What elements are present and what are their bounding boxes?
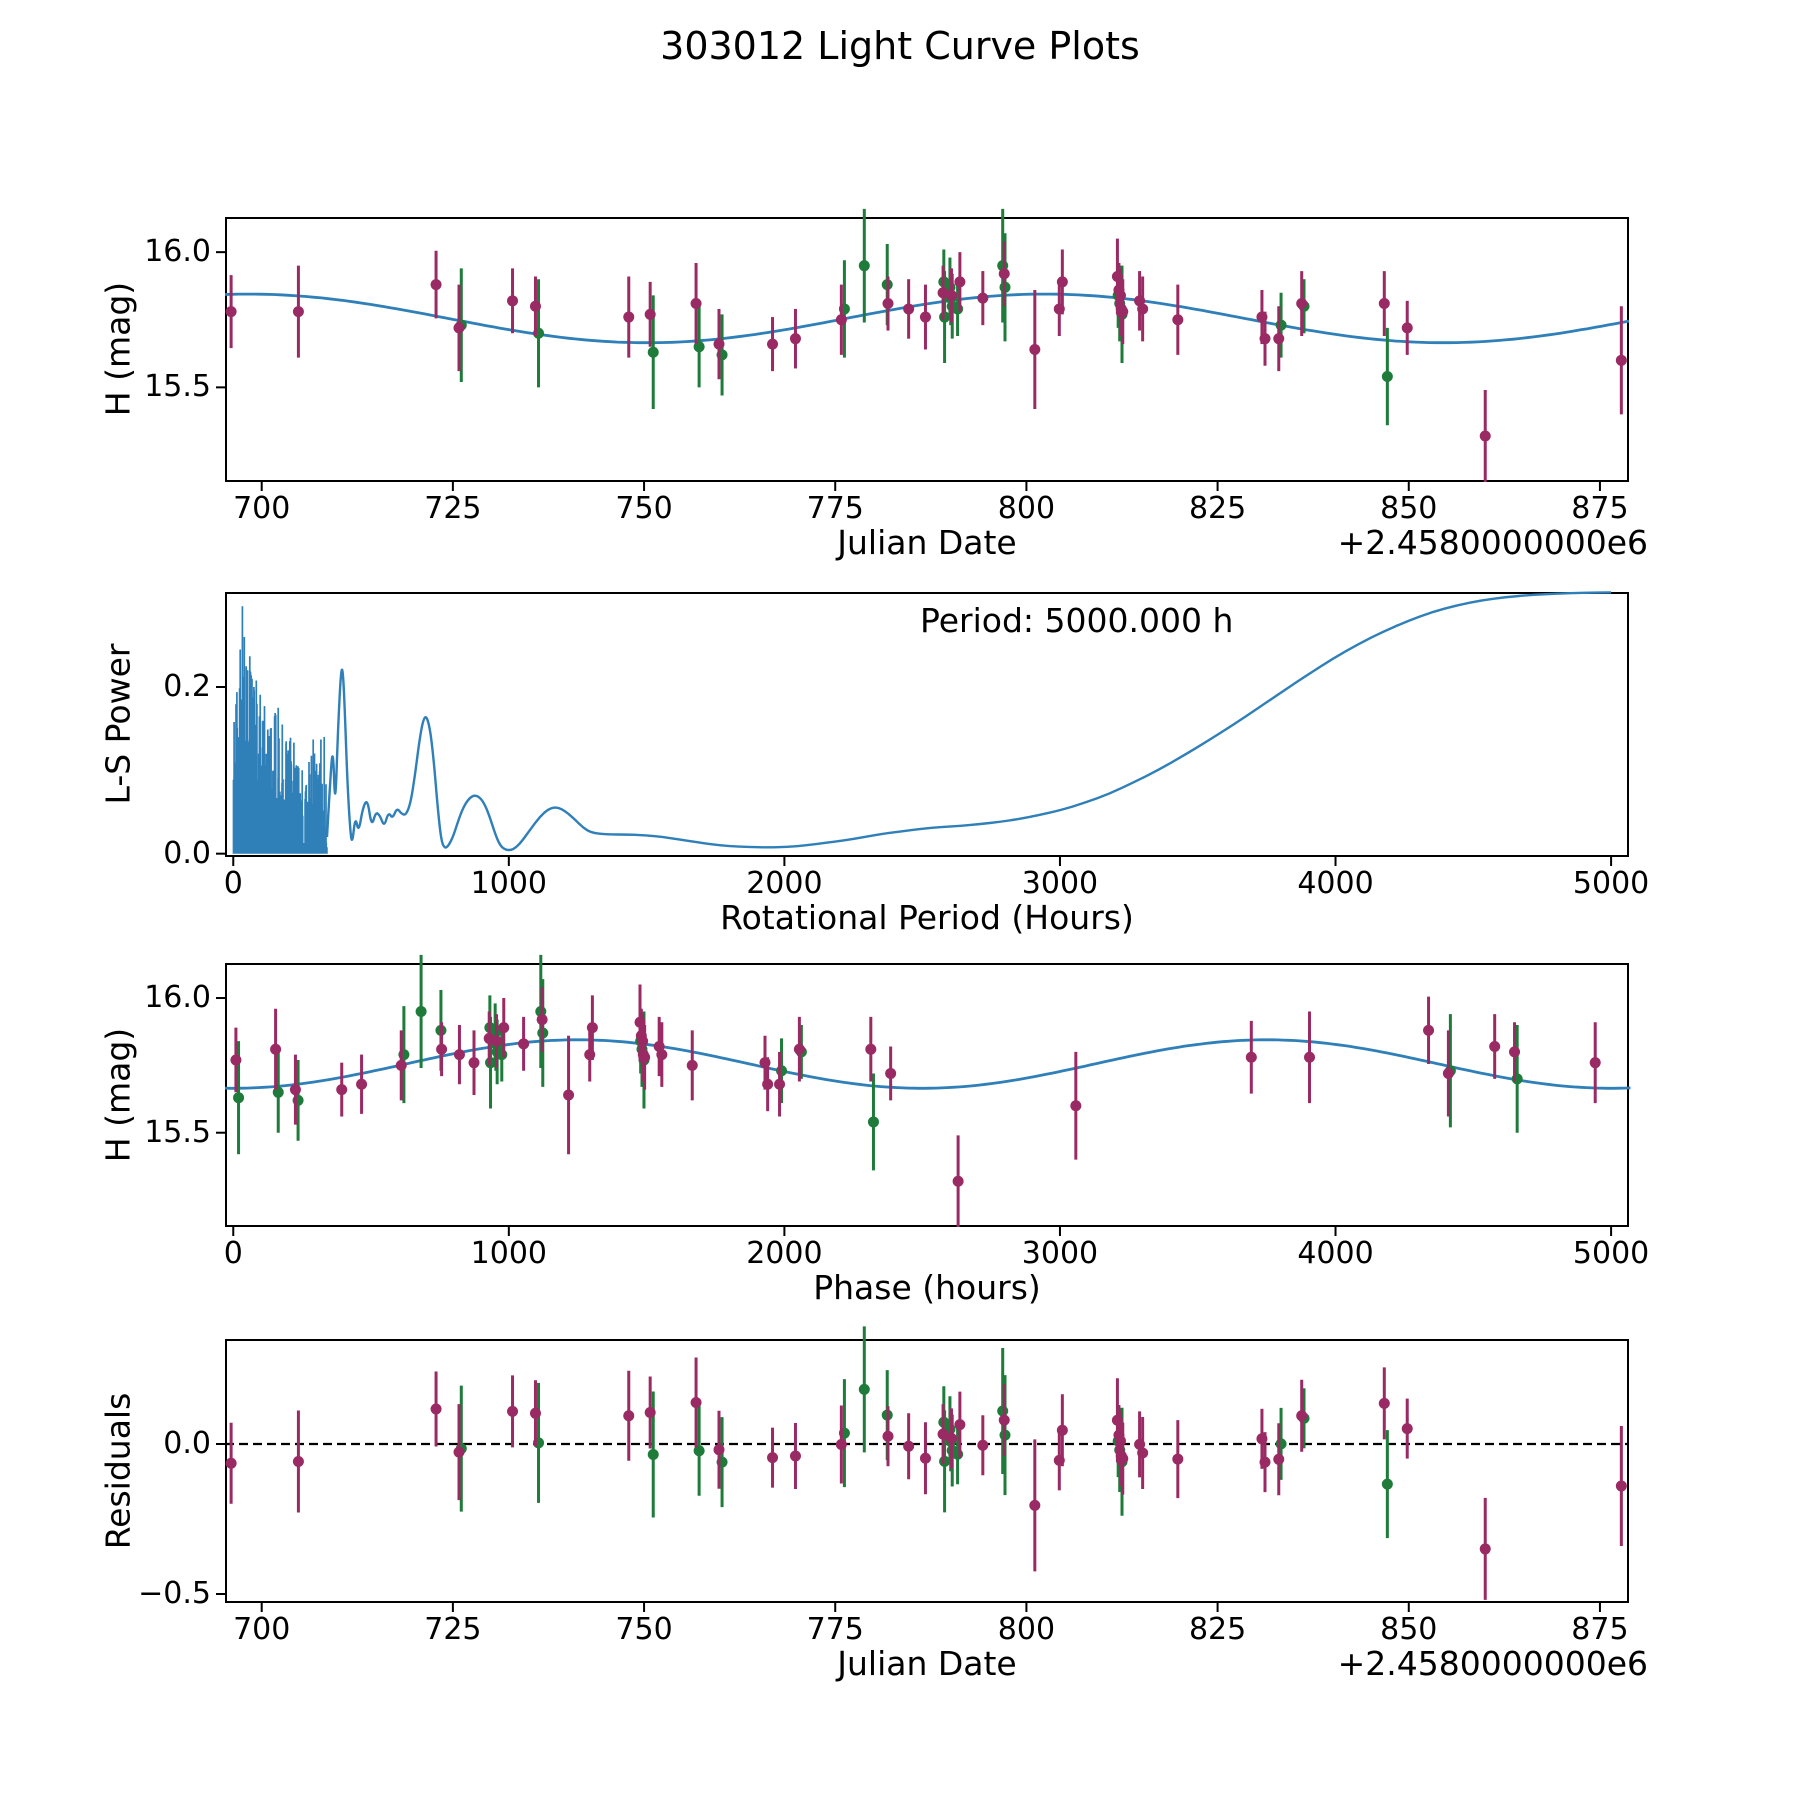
data-point [639, 1052, 650, 1063]
ls-periodogram-x-tick-label: 0 [223, 866, 243, 901]
data-point [954, 276, 965, 287]
data-point [1382, 1479, 1393, 1490]
residuals-jd-x-tick-label: 875 [1571, 1612, 1629, 1647]
data-point [226, 1458, 237, 1469]
data-point [691, 298, 702, 309]
data-point [518, 1038, 529, 1049]
data-point [1117, 1453, 1128, 1464]
residuals-jd-x-tick-label: 850 [1380, 1612, 1438, 1647]
data-point [977, 1440, 988, 1451]
data-point [1276, 1438, 1287, 1449]
residuals-jd-x-tick-label: 775 [806, 1612, 864, 1647]
data-point [1480, 431, 1491, 442]
data-point [999, 268, 1010, 279]
phased-y-axis-label: H (mag) [98, 1027, 138, 1163]
data-point [1260, 333, 1271, 344]
data-point [648, 347, 659, 358]
data-point [1057, 1425, 1068, 1436]
data-point [563, 1090, 574, 1101]
lightcurve-jd-x-tick-label: 850 [1380, 491, 1438, 526]
data-point [1070, 1100, 1081, 1111]
phased-plot-area [225, 963, 1629, 1227]
data-point [1273, 333, 1284, 344]
data-point [714, 1444, 725, 1455]
ls-periodogram-x-tick-label: 4000 [1297, 866, 1374, 901]
lightcurve-x-axis-label: Julian Date [837, 523, 1017, 562]
data-point [1402, 322, 1413, 333]
data-point [859, 1384, 870, 1395]
residuals-plot-area [225, 1339, 1629, 1603]
data-point [1304, 1052, 1315, 1063]
data-point [767, 339, 778, 350]
lightcurve-jd-x-tick-label: 825 [1188, 491, 1247, 526]
lightcurve-jd-y-tick-label: 16.0 [144, 234, 211, 270]
ls-periodogram-x-tick-label: 3000 [1021, 866, 1099, 901]
phased-lightcurve-y-tick-label: 16.0 [144, 980, 211, 1016]
data-point [530, 301, 541, 312]
phased-lightcurve-x-tick-label: 3000 [1021, 1236, 1099, 1271]
data-point [1616, 1480, 1627, 1491]
data-point [952, 1449, 963, 1460]
data-point [1057, 276, 1068, 287]
data-point [226, 306, 237, 317]
data-point [587, 1022, 598, 1033]
data-point [454, 322, 465, 333]
data-point [691, 1397, 702, 1408]
data-point [794, 1044, 805, 1055]
lightcurve-jd-x-tick-label: 775 [806, 491, 864, 526]
data-point [946, 290, 957, 301]
data-point [903, 303, 914, 314]
data-point [859, 260, 870, 271]
ls-periodogram-x-tick-label: 1000 [470, 866, 548, 901]
data-point [1443, 1068, 1454, 1079]
data-point [883, 1431, 894, 1442]
data-point [293, 1456, 304, 1467]
data-point [883, 298, 894, 309]
data-point [1379, 298, 1390, 309]
data-point [687, 1060, 698, 1071]
periodogram-x-axis-label: Rotational Period (Hours) [720, 898, 1134, 937]
data-point [868, 1116, 879, 1127]
data-point [1117, 306, 1128, 317]
residuals-jd-x-tick-label: 700 [233, 1612, 291, 1647]
phased-lightcurve-frame [226, 964, 1628, 1226]
lightcurve-jd-y-tick-label: 15.5 [144, 369, 211, 405]
data-point [1382, 371, 1393, 382]
residuals-jd-y-tick-label: −0.5 [138, 1576, 211, 1611]
data-point [1029, 1500, 1040, 1511]
ls-periodogram-y-tick-label: 0.2 [163, 669, 211, 704]
phased-lightcurve-y-tick-label: 15.5 [144, 1114, 211, 1150]
periodogram-noise-spikes [234, 606, 327, 854]
residuals-jd-y-tick-label: 0.0 [163, 1426, 211, 1461]
data-point [939, 1456, 950, 1467]
residuals-jd-x-tick-label: 825 [1188, 1612, 1247, 1647]
phased-x-axis-label: Phase (hours) [813, 1268, 1041, 1307]
periodogram-y-axis-label: L-S Power [98, 643, 138, 805]
data-point [1137, 1447, 1148, 1458]
best-period-annotation: Period: 5000.000 h [920, 601, 1234, 640]
data-point [1590, 1057, 1601, 1068]
data-point [1296, 298, 1307, 309]
data-point [1379, 1398, 1390, 1409]
data-point [1616, 355, 1627, 366]
data-point [623, 312, 634, 323]
data-point [356, 1079, 367, 1090]
data-point [999, 1415, 1010, 1426]
data-point [290, 1084, 301, 1095]
data-point [920, 1453, 931, 1464]
data-point [1260, 1457, 1271, 1468]
data-point [396, 1060, 407, 1071]
lightcurve-jd-x-tick-label: 800 [997, 491, 1056, 526]
data-point [270, 1044, 281, 1055]
residuals-jd-x-tick-label: 750 [615, 1612, 673, 1647]
lightcurve-plot-area [225, 217, 1629, 482]
data-point [762, 1079, 773, 1090]
data-point [865, 1044, 876, 1055]
data-point [946, 1433, 957, 1444]
lightcurve-y-axis-label: H (mag) [98, 281, 138, 417]
data-point [530, 1408, 541, 1419]
data-point [836, 1439, 847, 1450]
lightcurve-axis-offset-label: +2.4580000000e6 [1337, 523, 1648, 562]
data-point [1423, 1025, 1434, 1036]
residuals-axis-offset-label: +2.4580000000e6 [1337, 1644, 1648, 1683]
data-point [1509, 1046, 1520, 1057]
residuals-x-axis-label: Julian Date [837, 1644, 1017, 1683]
data-point [790, 333, 801, 344]
residuals-y-axis-label: Residuals [98, 1392, 138, 1550]
lightcurve-jd-x-tick-label: 875 [1571, 491, 1629, 526]
data-point [645, 1407, 656, 1418]
data-point [454, 1049, 465, 1060]
data-point [431, 279, 442, 290]
data-point [648, 1449, 659, 1460]
data-point [507, 295, 518, 306]
data-point [498, 1022, 509, 1033]
figure-title: 303012 Light Curve Plots [660, 24, 1140, 68]
lightcurve-jd-x-tick-label: 750 [615, 491, 673, 526]
panel-phased-lightcurve [225, 963, 1629, 1227]
phased-lightcurve-x-tick-label: 0 [223, 1236, 243, 1271]
data-point [774, 1079, 785, 1090]
data-point [336, 1084, 347, 1095]
lightcurve-jd-x-tick-label: 700 [233, 491, 291, 526]
ls-periodogram-x-tick-label: 2000 [746, 866, 823, 901]
data-point [767, 1452, 778, 1463]
ls-periodogram-x-tick-label: 5000 [1572, 866, 1650, 901]
data-point [1276, 320, 1287, 331]
data-point [1273, 1454, 1284, 1465]
data-point [230, 1054, 241, 1065]
data-point [1029, 344, 1040, 355]
data-point [920, 312, 931, 323]
data-point [233, 1092, 244, 1103]
data-point [714, 339, 725, 350]
data-point [537, 1014, 548, 1025]
lightcurve-jd-x-tick-label: 725 [424, 491, 482, 526]
data-point [454, 1447, 465, 1458]
data-point [1172, 314, 1183, 325]
data-point [1480, 1543, 1491, 1554]
data-point [977, 293, 988, 304]
phased-lightcurve-x-tick-label: 4000 [1297, 1236, 1374, 1271]
data-point [790, 1450, 801, 1461]
data-point [1489, 1041, 1500, 1052]
data-point [885, 1068, 896, 1079]
phased-fit-curve [225, 1040, 1630, 1089]
data-point [1246, 1052, 1257, 1063]
residuals-jd-x-tick-label: 725 [424, 1612, 482, 1647]
ls-periodogram-y-tick-label: 0.0 [163, 835, 211, 871]
data-point [1137, 303, 1148, 314]
phased-lightcurve-x-tick-label: 2000 [746, 1236, 823, 1271]
data-point [416, 1006, 427, 1017]
data-point [645, 309, 656, 320]
data-point [836, 314, 847, 325]
data-point [293, 306, 304, 317]
data-point [491, 1036, 502, 1047]
panel-lightcurve-jd [225, 217, 1629, 482]
data-point [939, 312, 950, 323]
data-point [1172, 1454, 1183, 1465]
residuals-jd-x-tick-label: 800 [997, 1612, 1056, 1647]
phased-lightcurve-x-tick-label: 1000 [470, 1236, 548, 1271]
data-point [1402, 1423, 1413, 1434]
data-point [431, 1404, 442, 1415]
data-point [776, 1065, 787, 1076]
phased-lightcurve-x-tick-label: 5000 [1572, 1236, 1650, 1271]
data-point [507, 1406, 518, 1417]
data-point [903, 1441, 914, 1452]
data-point [952, 303, 963, 314]
data-point [656, 1049, 667, 1060]
data-point [953, 1176, 964, 1187]
panel-residuals [225, 1339, 1629, 1603]
data-point [468, 1057, 479, 1068]
data-point [623, 1410, 634, 1421]
data-point [954, 1419, 965, 1430]
data-point [436, 1044, 447, 1055]
data-point [1296, 1410, 1307, 1421]
